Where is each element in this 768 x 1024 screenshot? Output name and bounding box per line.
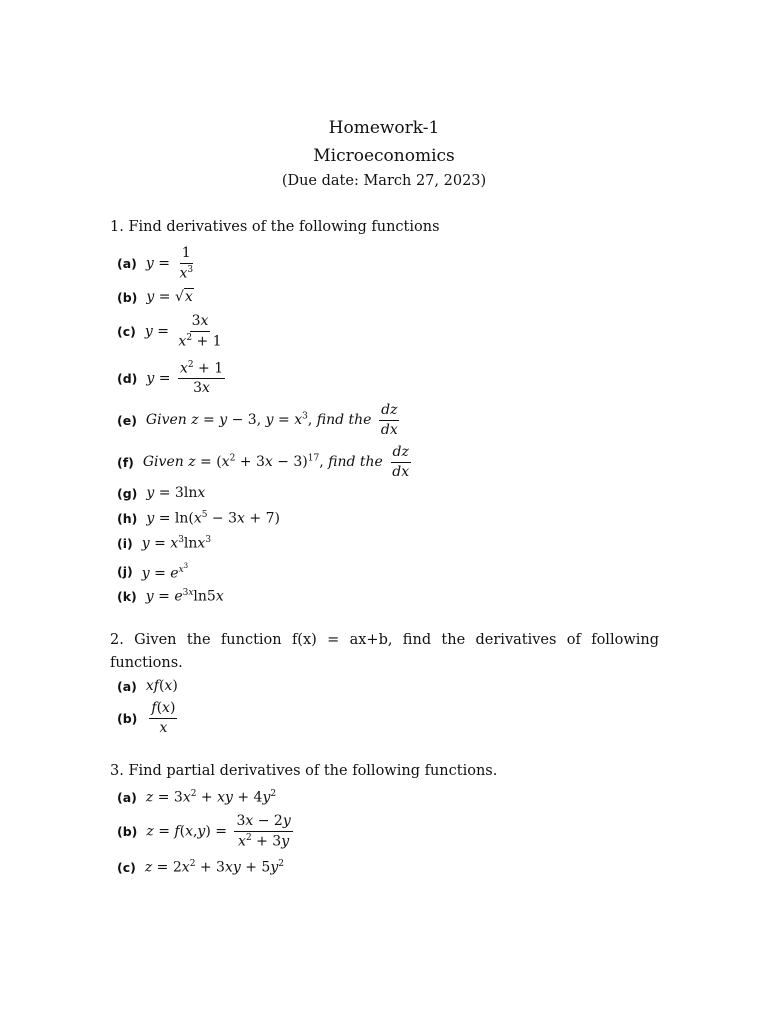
equation: Given z = y − 3, $y = x^3$, find the $\frac{dz}{dx}$ <box>145 402 398 438</box>
item-label: (k) <box>117 588 137 604</box>
question-2-prompt-line1: 2. Given the function f(x) = ax+b, find the derivatives of following <box>110 632 659 648</box>
question-2-prompt-line2: functions. <box>110 655 183 671</box>
item-label: (a) <box>117 678 137 694</box>
item-label: (b) <box>117 289 138 305</box>
equation: $\frac{f(x)}{x}$ <box>151 700 176 736</box>
item-label: (f) <box>117 454 134 470</box>
q2-item-a <box>117 678 178 694</box>
q1-item-h <box>117 510 280 527</box>
q3-item-b <box>117 814 296 849</box>
q1-item-g <box>117 485 205 501</box>
item-label: (c) <box>117 324 136 340</box>
q1-item-c <box>117 314 227 349</box>
item-label: (e) <box>117 412 137 428</box>
item-label: (a) <box>117 256 137 272</box>
item-label: (i) <box>117 535 133 551</box>
due-date: (Due date: March 27, 2023) <box>281 173 487 189</box>
q1-item-i <box>117 535 211 552</box>
equation: $z = 3x^2$ + xy + $4y^2$ <box>145 789 277 806</box>
equation: Given $z = (x^2 + 3x - 3)^{17}$, find the $\frac{dz}{dx}$ <box>142 444 410 480</box>
question-1-prompt: 1. Find derivatives of the following functions <box>110 219 440 235</box>
q1-item-k <box>117 588 224 605</box>
item-label: (b) <box>117 824 138 840</box>
question-3-prompt: 3. Find partial derivatives of the following functions. <box>110 763 498 779</box>
equation: y = $\frac{1}{x^3}$ <box>145 245 194 282</box>
q3-item-a <box>117 789 276 806</box>
course-name: Microeconomics <box>313 146 455 166</box>
equation: y = 3lnx <box>146 485 206 501</box>
equation: y = √x <box>146 289 193 305</box>
item-label: (a) <box>117 789 137 805</box>
q3-item-c <box>117 859 284 876</box>
q2-item-b <box>117 701 180 735</box>
item-label: (g) <box>117 485 138 501</box>
item-label: (h) <box>117 510 138 526</box>
item-label: (c) <box>117 859 136 875</box>
equation: y = $\frac{x^2 + 1}{3x}$ <box>146 360 224 397</box>
equation: $y = \ln(x^5 - 3x + 7)$ <box>146 510 280 527</box>
q1-item-a <box>117 246 198 281</box>
q1-item-e <box>117 403 403 437</box>
item-label: (j) <box>117 564 133 580</box>
item-label: (d) <box>117 371 138 387</box>
equation: $z = 2x^2 + 3xy + 5y^2$ <box>144 859 284 876</box>
equation: $y = e^{3x}\ln 5x$ <box>145 588 224 605</box>
equation: xf(x) <box>145 678 178 694</box>
item-label: (b) <box>117 710 138 726</box>
equation: $y = x^3\ln x^3$ <box>141 535 212 552</box>
homework-title: Homework-1 <box>328 118 440 138</box>
equation: z = f(x,y) = $\frac{3x - 2y}{x^2 + 3y}$ <box>146 813 291 850</box>
equation: y = $\frac{3x}{x^2 + 1}$ <box>144 313 222 350</box>
q1-item-d <box>117 361 228 396</box>
q1-item-f <box>117 445 414 479</box>
q1-item-b <box>117 289 194 305</box>
equation: $y = e^{x^3}$ <box>141 562 189 582</box>
q1-item-j <box>117 562 188 582</box>
